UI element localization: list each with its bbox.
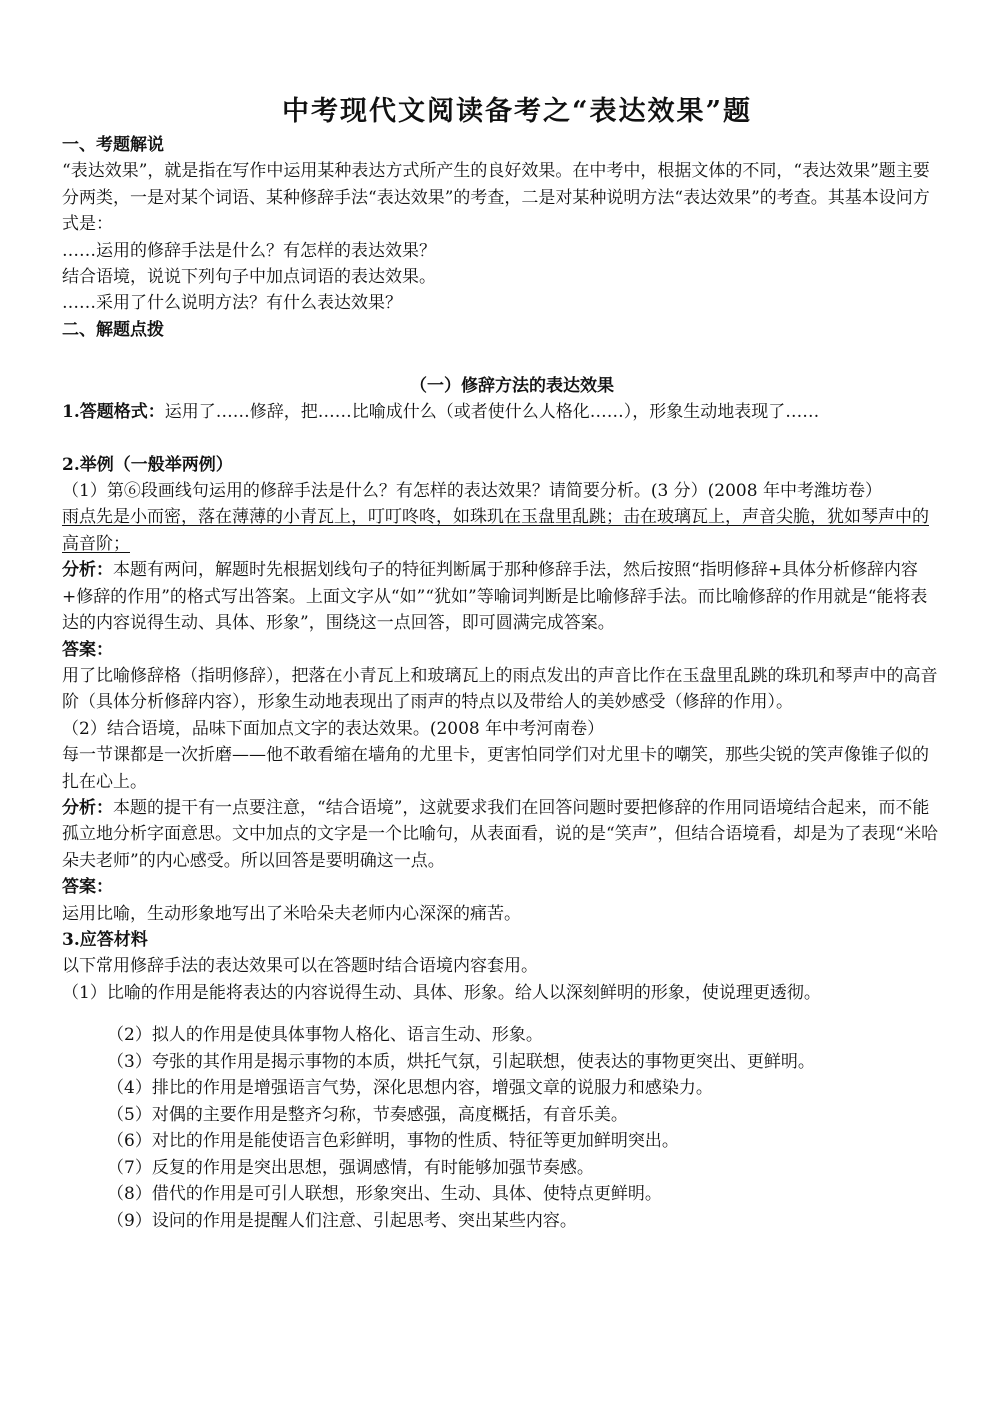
document-page: [62, 92, 942, 1234]
subsection-heading: （一）修辞方法的表达效果: [410, 376, 614, 397]
example1-answer: 用了比喻修辞格（指明修辞），把落在小青瓦上和玻璃瓦上的雨点发出的声音比作在玉盘里乱跳的珠玑和琴声中的高音阶（具体分析修辞内容），形象生动地表现出了雨声的特点以及带给人的美妙感受（修辞的作用）。: [62, 665, 938, 713]
question-form-2: 结合语境，说说下列句子中加点词语的表达效果。: [62, 267, 436, 288]
material-intro: 以下常用修辞手法的表达效果可以在答题时结合语境内容套用。: [62, 956, 538, 977]
material-item: （9）设问的作用是提醒人们注意、引起思考、突出某些内容。: [107, 1210, 577, 1231]
material-item: （2）拟人的作用是使具体事物人格化、语言生动、形象。: [107, 1025, 543, 1046]
material-item: （3）夸张的其作用是揭示事物的本质，烘托气氛，引起联想，使表达的事物更突出、更鲜明。: [107, 1051, 815, 1072]
material-heading: 3.应答材料: [62, 929, 148, 950]
section1-heading: 一、考题解说: [62, 135, 164, 155]
example1-underlined-text: 雨点先是小而密，落在薄薄的小青瓦上，叮叮咚咚，如珠玑在玉盘里乱跳；击在玻璃瓦上，声音尖脆，犹如琴声中的高音阶；: [62, 507, 929, 554]
question-form-3: ……采用了什么说明方法？有什么表达效果？: [62, 293, 402, 314]
example2-question: （2）结合语境，品味下面加点文字的表达效果。(2008 年中考河南卷）: [62, 718, 605, 739]
example2-analysis: [62, 795, 942, 874]
example1-analysis-text: 本题有两问，解题时先根据划线句子的特征判断属于那种修辞手法，然后按照“指明修辞+具体分析修辞内容+修辞的作用”的格式写出答案。上面文字从“如”“犹如”等喻词判断是比喻修辞手法。而比喻修辞的作用就是“能将表达的内容说得生动、具体、形象”，围绕这一点回答，即可圆满完成答案。: [62, 560, 928, 634]
answer-format-label: 1.答题格式：: [62, 402, 165, 423]
spacer: [62, 426, 942, 452]
analysis-label: 分析：: [62, 797, 113, 818]
analysis-label: 分析：: [62, 560, 113, 581]
material-item-1: （1）比喻的作用是能将表达的内容说得生动、具体、形象。给人以深刻鲜明的形象，使说理更透彻。: [62, 982, 821, 1003]
section2-heading: 二、解题点拨: [62, 319, 164, 340]
example1-answer-label: 答案：: [62, 639, 113, 660]
section1-body: “表达效果”，就是指在写作中运用某种表达方式所产生的良好效果。在中考中，根据文体的不同，“表达效果”题主要分两类，一是对某个词语、某种修辞手法“表达效果”的考查，二是对某种说明方法“表达效果”的考查。其基本设问方式是：: [62, 161, 930, 235]
example2-text: 每一节课都是一次折磨——他不敢看缩在墙角的尤里卡，更害怕同学们对尤里卡的嘲笑，那些尖锐的笑声像锥子似的扎在心上。: [62, 745, 929, 792]
material-item: （6）对比的作用是能使语言色彩鲜明，事物的性质、特征等更加鲜明突出。: [107, 1131, 679, 1152]
example2-answer-label: 答案：: [62, 877, 113, 898]
material-item: （8）借代的作用是可引人联想，形象突出、生动、具体、使特点更鲜明。: [107, 1184, 662, 1205]
material-item: （4）排比的作用是增强语言气势，深化思想内容，增强文章的说服力和感染力。: [107, 1078, 713, 1099]
question-form-1: ……运用的修辞手法是什么？有怎样的表达效果？: [62, 240, 436, 261]
answer-format: [62, 399, 942, 425]
answer-format-text: 运用了……修辞，把……比喻成什么（或者使什么人格化……），形象生动地表现了……: [164, 402, 820, 423]
material-item: （5）对偶的主要作用是整齐匀称，节奏感强，高度概括，有音乐美。: [107, 1104, 628, 1125]
material-item: （7）反复的作用是突出思想，强调感情，有时能够加强节奏感。: [107, 1157, 594, 1178]
example2-answer: 运用比喻，生动形象地写出了米哈朵夫老师内心深深的痛苦。: [62, 903, 521, 924]
material-list: [62, 1022, 942, 1234]
example2-analysis-text: 本题的提干有一点要注意，“结合语境”，这就要求我们在回答问题时要把修辞的作用同语境结合起来，而不能孤立地分析字面意思。文中加点的文字是一个比喻句，从表面看，说的是“笑声”，但结合语境看，却是为了表现“米哈朵夫老师”的内心感受。所以回答是要明确这一点。: [62, 797, 939, 871]
example1-analysis: [62, 557, 942, 636]
example-heading: 2.举例（一般举两例）: [62, 454, 233, 475]
document-title: 中考现代文阅读备考之“表达效果”题: [281, 96, 753, 127]
example1-question: （1）第⑥段画线句运用的修辞手法是什么？有怎样的表达效果？请简要分析。(3 分）(2008 年中考潍坊卷）: [62, 481, 882, 502]
